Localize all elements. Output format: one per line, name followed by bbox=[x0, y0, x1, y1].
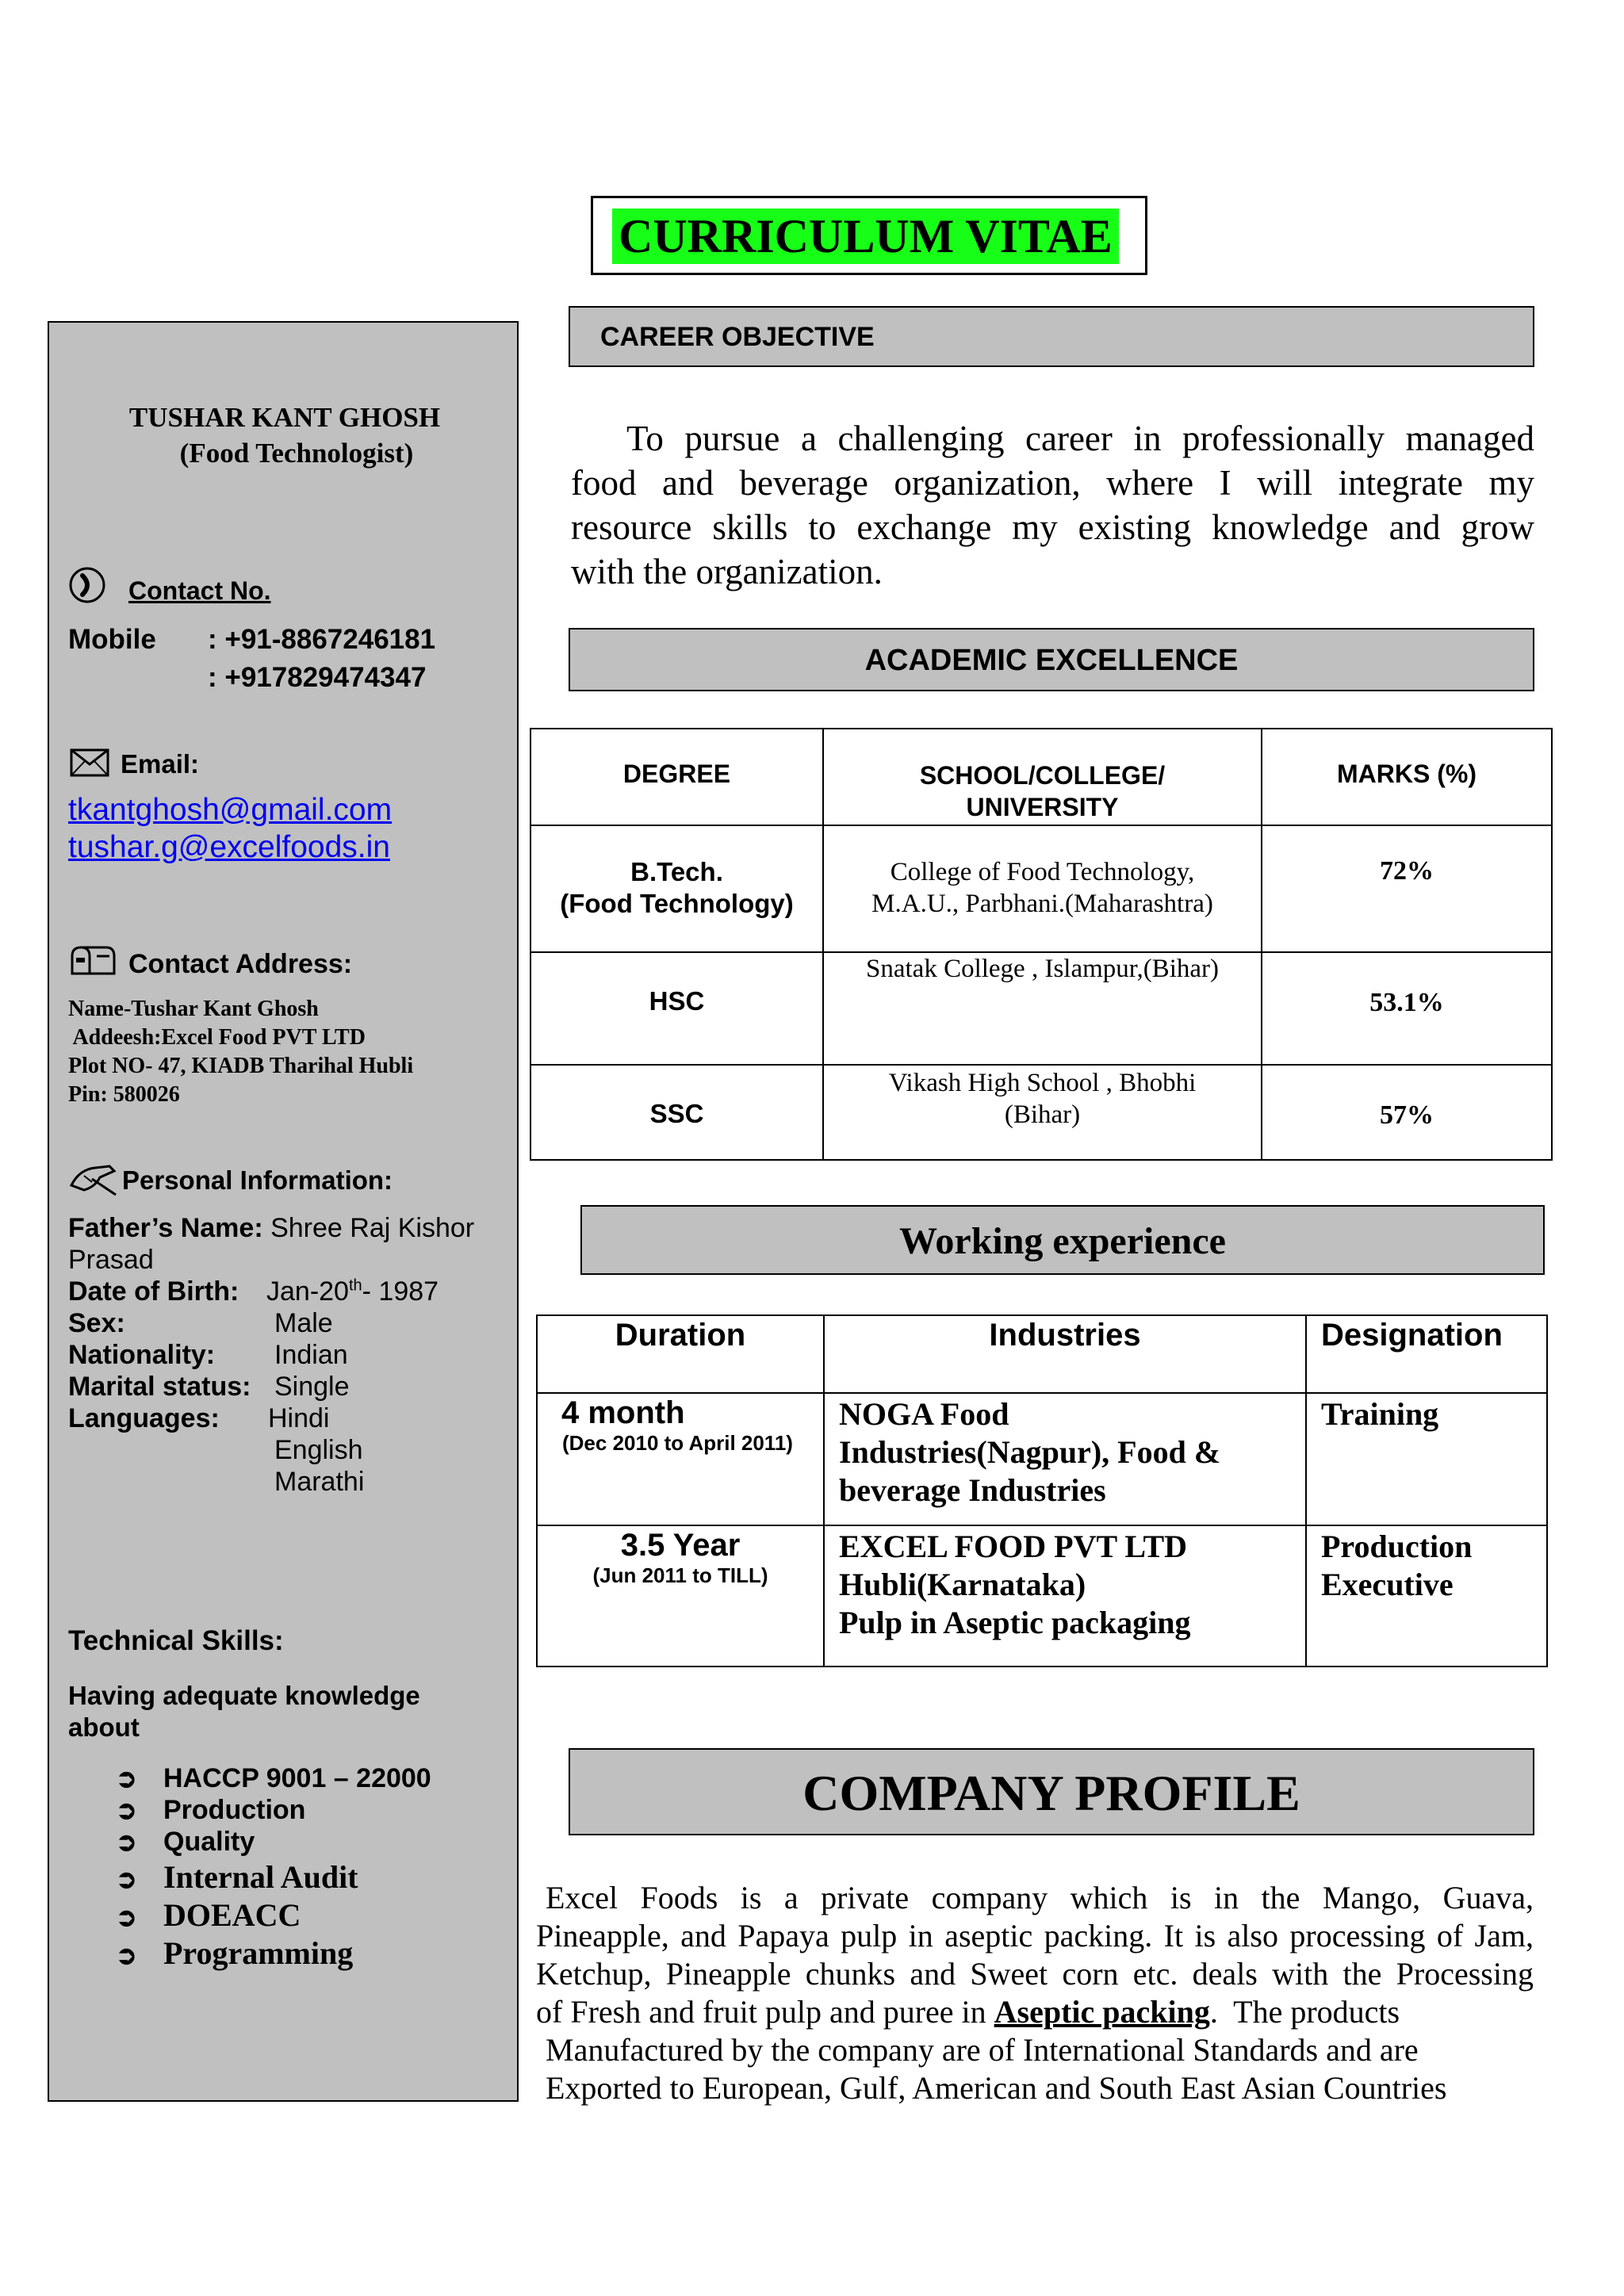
candidate-name: TUSHAR KANT GHOSH bbox=[128, 402, 441, 433]
company-line bbox=[536, 1993, 1534, 2031]
duration-cell bbox=[537, 1393, 824, 1525]
marital-label: Marital status: bbox=[68, 1372, 251, 1402]
table-row bbox=[537, 1315, 1547, 1393]
table-row bbox=[530, 825, 1552, 952]
academic-bar bbox=[569, 628, 1534, 691]
tech-intro-line-2: about bbox=[68, 1712, 140, 1742]
industry-line: beverage Industries bbox=[839, 1472, 1106, 1508]
degree-line: B.Tech. bbox=[630, 857, 723, 886]
degree-cell: HSC bbox=[530, 952, 823, 1065]
email-link-2[interactable]: tushar.g@excelfoods.in bbox=[68, 830, 390, 864]
career-line: To pursue a challenging career in professionally managed bbox=[626, 419, 1534, 458]
table-row bbox=[530, 952, 1552, 1065]
tech-skills-heading: Technical Skills: bbox=[68, 1625, 284, 1656]
father-name-row bbox=[68, 1213, 474, 1244]
contact-heading: Contact No. bbox=[128, 576, 271, 605]
marital-value: Single bbox=[274, 1372, 350, 1402]
sidebar bbox=[48, 321, 519, 2102]
arrow-bullet-icon: ➲ bbox=[116, 1903, 137, 1931]
header-duration: Duration bbox=[537, 1315, 824, 1393]
father-name-value-2: Prasad bbox=[68, 1245, 154, 1275]
industry-line: Hubli(Karnataka) bbox=[839, 1567, 1086, 1602]
mailbox-icon bbox=[70, 945, 116, 977]
candidate-profession: (Food Technologist) bbox=[179, 438, 414, 469]
mobile-label: Mobile bbox=[68, 624, 156, 655]
address-line-3: Plot NO- 47, KIADB Tharihal Hubli bbox=[68, 1054, 414, 1078]
address-line-4: Pin: 580026 bbox=[68, 1082, 180, 1107]
address-line-1: Name-Tushar Kant Ghosh bbox=[68, 997, 319, 1021]
school-line: (Bihar) bbox=[1004, 1100, 1081, 1129]
page-title: CURRICULUM VITAE bbox=[612, 209, 1119, 264]
email-heading: Email: bbox=[121, 749, 200, 779]
career-objective-text bbox=[571, 416, 1534, 594]
work-bar bbox=[580, 1205, 1545, 1275]
writing-hand-icon bbox=[68, 1161, 119, 1196]
header-degree: DEGREE bbox=[530, 729, 823, 825]
arrow-bullet-icon: ➲ bbox=[116, 1827, 137, 1856]
arrow-bullet-icon: ➲ bbox=[116, 1941, 137, 1969]
company-line: Excel Foods is a private company which is in the Mango, Guava, bbox=[546, 1880, 1534, 1915]
career-line: with the organization. bbox=[571, 552, 883, 591]
industry-line: EXCEL FOOD PVT LTD bbox=[839, 1529, 1188, 1564]
tech-intro-line-1: Having adequate knowledge bbox=[68, 1681, 420, 1710]
nationality-value: Indian bbox=[274, 1340, 348, 1370]
skill-label: Programming bbox=[163, 1935, 354, 1971]
skill-item bbox=[116, 1795, 305, 1826]
work-heading: Working experience bbox=[899, 1220, 1226, 1262]
school-cell bbox=[823, 825, 1262, 952]
mobile-number-2[interactable]: : +917829474347 bbox=[208, 662, 427, 693]
header-marks: MARKS (%) bbox=[1262, 729, 1552, 825]
table-row bbox=[537, 1525, 1547, 1667]
industry-cell bbox=[824, 1525, 1306, 1667]
industry-line: Industries(Nagpur), Food & bbox=[839, 1434, 1221, 1470]
language-marathi: Marathi bbox=[274, 1467, 365, 1497]
duration-value: 4 month bbox=[561, 1395, 685, 1430]
industry-line: NOGA Food bbox=[839, 1396, 1009, 1432]
languages-label: Languages: bbox=[68, 1403, 220, 1433]
personal-heading: Personal Information: bbox=[122, 1165, 393, 1195]
designation-line: Executive bbox=[1321, 1567, 1454, 1602]
skill-label: Internal Audit bbox=[163, 1859, 358, 1895]
designation-line: Production bbox=[1321, 1529, 1473, 1564]
career-line: food and beverage organization, where I will integrate my bbox=[571, 463, 1534, 503]
header-industries: Industries bbox=[824, 1315, 1306, 1393]
company-line: Exported to European, Gulf, American and South East Asian Countries bbox=[546, 2070, 1447, 2106]
nationality-label: Nationality: bbox=[68, 1340, 216, 1370]
marks-cell: 57% bbox=[1262, 1065, 1552, 1160]
school-line: College of Food Technology, bbox=[890, 858, 1195, 886]
company-profile-heading: COMPANY PROFILE bbox=[802, 1765, 1300, 1821]
dob-value bbox=[266, 1276, 439, 1307]
industry-line: Pulp in Aseptic packaging bbox=[839, 1605, 1191, 1640]
company-line: Pineapple, and Papaya pulp in aseptic packing. It is also processing of Jam, bbox=[536, 1918, 1534, 1954]
skill-label: HACCP 9001 – 22000 bbox=[163, 1763, 431, 1793]
address-line-2: Addeesh:Excel Food PVT LTD bbox=[68, 1025, 366, 1050]
degree-cell bbox=[530, 825, 823, 952]
mobile-number-1[interactable]: : +91-8867246181 bbox=[208, 624, 436, 655]
dob-sup: th bbox=[348, 1276, 362, 1295]
duration-range: (Dec 2010 to April 2011) bbox=[562, 1431, 793, 1455]
table-row bbox=[530, 729, 1552, 825]
academic-heading: ACADEMIC EXCELLENCE bbox=[864, 644, 1239, 677]
skill-item bbox=[116, 1896, 301, 1934]
table-row bbox=[537, 1393, 1547, 1525]
skill-item bbox=[116, 1827, 255, 1858]
skill-item bbox=[116, 1934, 353, 1972]
school-cell: Snatak College , Islampur,(Bihar) bbox=[823, 952, 1262, 1065]
email-link-1[interactable]: tkantghosh@gmail.com bbox=[68, 793, 393, 827]
degree-cell: SSC bbox=[530, 1065, 823, 1160]
company-line-4-text: of Fresh and fruit pulp and puree in bbox=[536, 1994, 994, 2030]
company-profile-bar bbox=[569, 1748, 1534, 1835]
duration-cell bbox=[537, 1525, 824, 1667]
career-objective-heading: CAREER OBJECTIVE bbox=[600, 322, 875, 352]
header-school bbox=[823, 729, 1262, 825]
career-objective-bar bbox=[569, 306, 1534, 367]
academic-table bbox=[530, 728, 1553, 1161]
school-line: M.A.U., Parbhani.(Maharashtra) bbox=[871, 890, 1213, 918]
header-designation: Designation bbox=[1306, 1315, 1547, 1393]
designation-cell bbox=[1306, 1525, 1547, 1667]
designation-cell bbox=[1306, 1393, 1547, 1525]
duration-value: 3.5 Year bbox=[620, 1528, 741, 1563]
header-school-line-1: SCHOOL/COLLEGE/ bbox=[919, 761, 1166, 790]
company-line: Manufactured by the company are of International Standards and are bbox=[546, 2032, 1419, 2068]
dob-label: Date of Birth: bbox=[68, 1276, 239, 1307]
marks-cell: 53.1% bbox=[1262, 952, 1552, 1065]
father-name-value: Shree Raj Kishor bbox=[270, 1213, 475, 1243]
school-line: Vikash High School , Bhobhi bbox=[888, 1069, 1197, 1097]
school-cell bbox=[823, 1065, 1262, 1160]
title-box bbox=[591, 196, 1147, 275]
phone-icon bbox=[68, 566, 106, 604]
aseptic-packing-emphasis: Aseptic packing bbox=[994, 1994, 1210, 2030]
skill-item bbox=[116, 1858, 358, 1896]
dob-suffix: - 1987 bbox=[362, 1276, 439, 1307]
language-english: English bbox=[274, 1435, 363, 1465]
designation-line: Training bbox=[1321, 1396, 1439, 1432]
address-heading: Contact Address: bbox=[128, 949, 353, 979]
skill-label: DOEACC bbox=[163, 1897, 301, 1933]
sex-value: Male bbox=[274, 1308, 333, 1338]
duration-range: (Jun 2011 to TILL) bbox=[592, 1563, 768, 1587]
header-school-line-2: UNIVERSITY bbox=[966, 793, 1119, 821]
table-row bbox=[530, 1065, 1552, 1160]
language-hindi: Hindi bbox=[268, 1403, 330, 1433]
skill-item bbox=[116, 1763, 431, 1794]
skill-label: Quality bbox=[163, 1827, 255, 1857]
skill-label: Production bbox=[163, 1795, 306, 1825]
sex-label: Sex: bbox=[68, 1308, 125, 1338]
work-table bbox=[536, 1314, 1548, 1667]
degree-line: (Food Technology) bbox=[560, 889, 794, 918]
arrow-bullet-icon: ➲ bbox=[116, 1865, 137, 1893]
industry-cell bbox=[824, 1393, 1306, 1525]
father-name-label: Father’s Name: bbox=[68, 1213, 263, 1243]
company-line-4-end: . The products bbox=[1209, 1994, 1400, 2030]
envelope-icon bbox=[70, 748, 109, 777]
dob-prefix: Jan-20 bbox=[266, 1276, 349, 1307]
marks-cell: 72% bbox=[1262, 825, 1552, 952]
company-profile-text bbox=[536, 1879, 1534, 2107]
arrow-bullet-icon: ➲ bbox=[116, 1764, 137, 1793]
arrow-bullet-icon: ➲ bbox=[116, 1796, 137, 1824]
company-line: Ketchup, Pineapple chunks and Sweet corn etc. deals with the Processing bbox=[536, 1956, 1534, 1992]
career-line: resource skills to exchange my existing knowledge and grow bbox=[571, 507, 1534, 547]
